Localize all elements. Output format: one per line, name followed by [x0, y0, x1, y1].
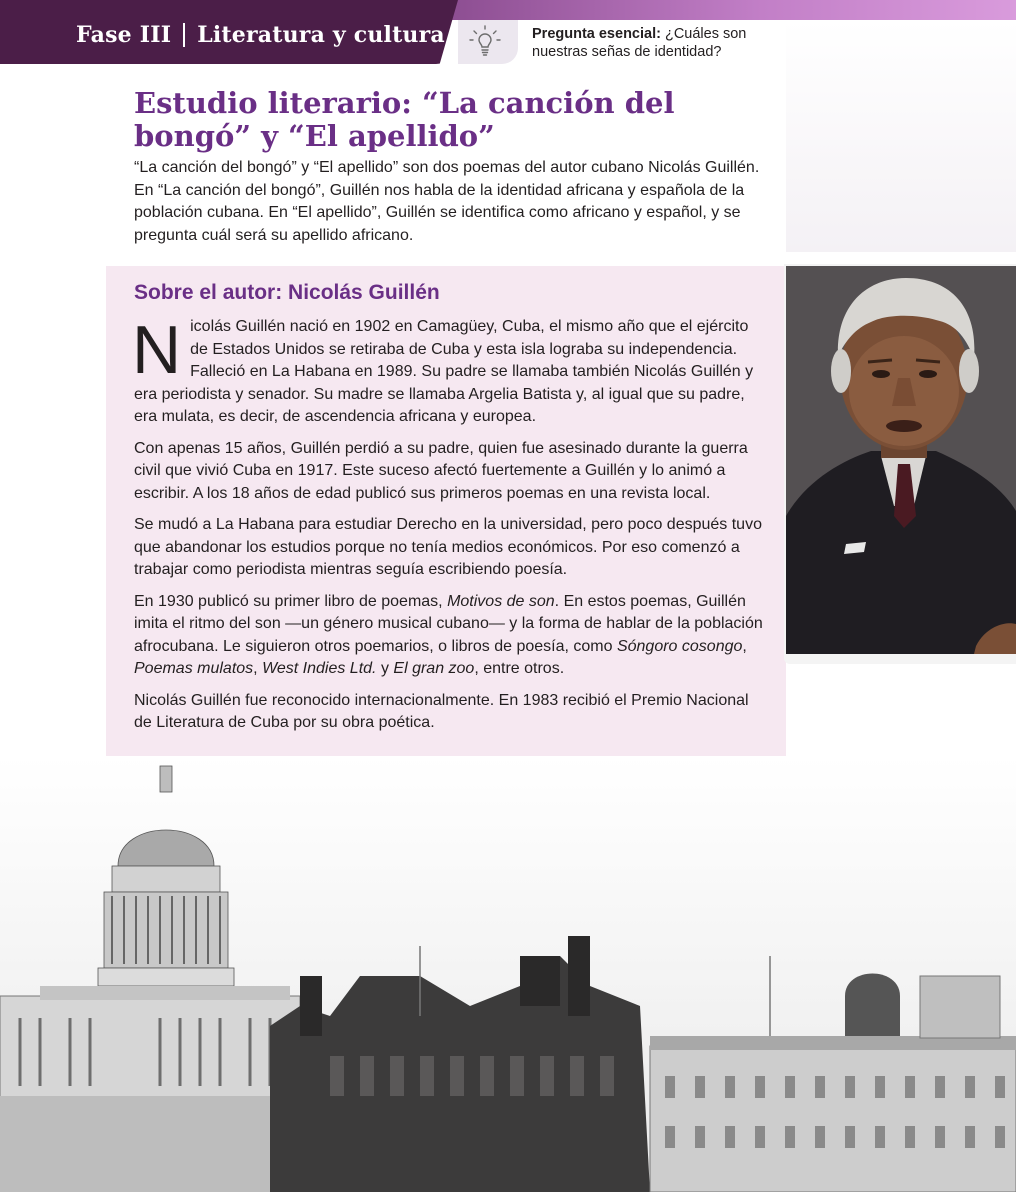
right-margin-panel [786, 20, 1016, 252]
section-label: Literatura y cultura [197, 22, 445, 48]
intro-paragraph: “La canción del bongó” y “El apellido” son dos poemas del autor cubano Nicolás Guillén. En “La canción del bongó”, Guillén nos habla de la identidad africana y española de la población cubana. En “El apellido”, Guillén se identifica como africano y español, y se pregunta cuál será su apellido africano. [134, 159, 760, 244]
p4-text-a: En 1930 publicó su primer libro de poemas, [134, 592, 448, 610]
question-label: Pregunta esencial: [532, 26, 661, 42]
book-title: El gran zoo [393, 660, 475, 677]
bio-paragraph-3: Se mudó a La Habana para estudiar Derecho en la universidad, pero poco después tuvo que abandonar los estudios porque no tenía medios económicos. Por eso comenzó a trabajar como periodista mientras seguía escribiendo poesía. [134, 516, 762, 578]
author-box-text [132, 312, 766, 744]
author-portrait [786, 266, 1016, 654]
question-text: ¿Cuáles son nuestras señas de identidad? [532, 26, 747, 60]
lightbulb-badge [458, 20, 518, 64]
book-title: Motivos de son [447, 592, 555, 610]
bio-paragraph-1 [132, 312, 766, 429]
p4-text-d: , [253, 660, 263, 677]
page-title: Estudio literario: “La canción del bongó” y “El apellido” [134, 86, 675, 153]
header-separator [183, 23, 185, 47]
havana-cityscape [0, 756, 1016, 1192]
book-title: Sóngoro cosongo [616, 637, 743, 655]
bio-paragraph-1-text: icolás Guillén nació en 1902 en Camagüey, Cuba, el mismo año que el ejército de Estados Unidos se retiraba de Cuba y esta isla lograba su independencia. Falleció en La Habana en 1989. Su padre se llamaba también Nicolás Guillén y era periodista y senador. Su madre se llamaba Argelia Batista y, al igual que su padre, era mulata, es decir, de ascendencia africana y europea. [134, 318, 754, 425]
drop-cap: N [132, 312, 182, 388]
header-title [76, 22, 445, 48]
bio-paragraph-4 [134, 591, 766, 681]
bio-paragraph-2: Con apenas 15 años, Guillén perdió a su padre, quien fue asesinado durante la guerra civil que vivió Cuba en 1917. Este suceso afectó fuertemente a Guillén y lo animó a escribir. A los 18 años de edad publicó sus primeros poemas en una revista local. [134, 439, 748, 502]
p4-text-f: , entre otros. [474, 660, 565, 677]
p4-text-c: , [742, 637, 747, 655]
author-portrait-frame [784, 264, 1016, 664]
book-title: Poemas mulatos [134, 660, 254, 677]
essential-question [532, 25, 772, 61]
p4-text-b: . En estos poemas, Guillén imita el ritmo del son —un género musical cubano— y la forma de hablar de la población afrocubana. Le siguieron otros poemarios, o libros de poesía, como [134, 592, 763, 655]
phase-label: Fase III [76, 22, 172, 48]
lightbulb-icon [468, 24, 502, 58]
bio-paragraph-5: Nicolás Guillén fue reconocido internacionalmente. En 1983 recibió el Premio Nacional de Literatura de Cuba por su obra poética. [134, 691, 749, 731]
author-box-heading: Sobre el autor: Nicolás Guillén [134, 281, 440, 304]
p4-text-e: y [376, 660, 394, 677]
book-title: West Indies Ltd. [262, 660, 377, 677]
